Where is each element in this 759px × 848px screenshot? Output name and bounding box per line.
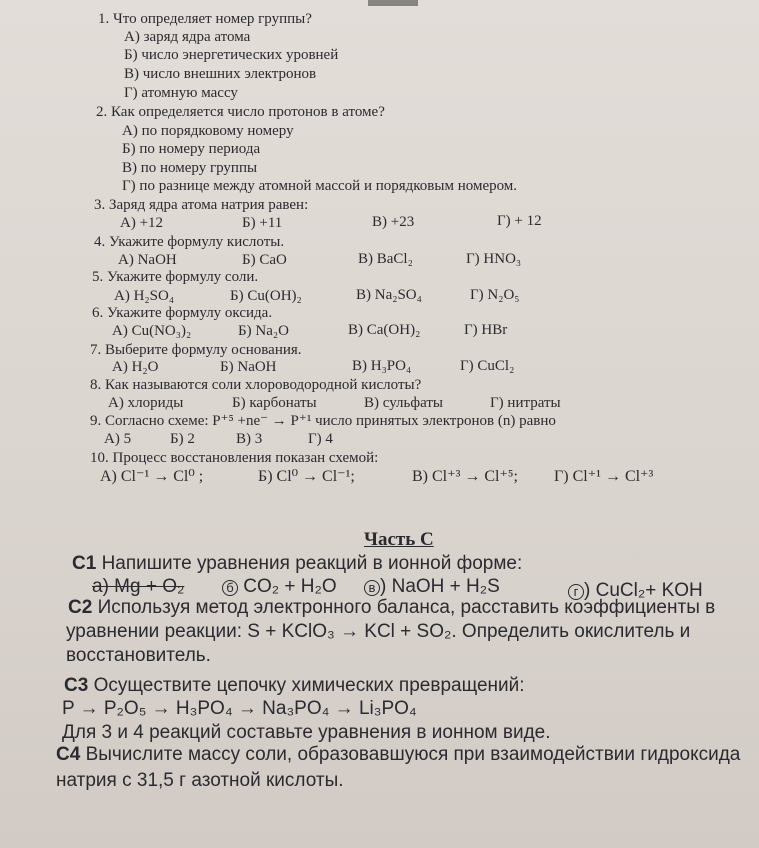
q8-option-a: А) хлориды: [108, 395, 184, 411]
question-8: 8. Как называются соли хлороводородной кислоты?: [90, 377, 422, 393]
q6-option-d: Г) HBr: [464, 322, 508, 338]
q6-option-c: В) Ca(OH)₂: [348, 322, 421, 338]
q6-option-a: А) Cu(NO₃)₂: [112, 323, 192, 339]
c4-text-1: Вычислите массу соли, образовавшуюся при взаимодействии гидроксида: [85, 744, 741, 765]
c2-line-2: уравнении реакции: S + KClO₃ → KCl + SO₂. Определить окислитель и: [66, 621, 691, 642]
c2-label: С2: [68, 597, 93, 618]
question-7: 7. Выберите формулу основания.: [90, 342, 302, 358]
c1-label: С1: [72, 553, 97, 574]
q1-option-d: Г) атомную массу: [124, 85, 238, 101]
q9-option-a: А) 5: [104, 431, 132, 447]
question-6: 6. Укажите формулу оксида.: [92, 305, 273, 321]
q2-option-d: Г) по разнице между атомной массой и порядковым номером.: [122, 178, 518, 194]
q5-option-d: Г) N₂O₅: [470, 287, 520, 303]
q10-option-b: Б) Cl⁰ → Cl⁻¹;: [258, 468, 355, 485]
q7-option-d: Г) CuCl₂: [460, 358, 515, 374]
q2-option-a: А) по порядковому номеру: [122, 123, 294, 139]
q3-option-c: В) +23: [372, 214, 415, 230]
q2-option-b: Б) по номеру периода: [122, 141, 261, 157]
part-c-title: Часть С: [364, 529, 434, 550]
q1-option-a: А) заряд ядра атома: [124, 29, 251, 45]
q8-option-d: Г) нитраты: [490, 395, 561, 411]
c1-mark-d: г: [568, 584, 584, 600]
question-1: 1. Что определяет номер группы?: [98, 11, 312, 27]
q9-option-b: Б) 2: [170, 431, 195, 447]
question-9: 9. Согласно схеме: P⁺⁵ +ne⁻ → P⁺¹ число принятых электронов (n) равно: [90, 413, 556, 429]
c3-text-1: Осуществите цепочку химических превращений:: [93, 675, 525, 696]
q3-option-b: Б) +11: [242, 215, 283, 231]
c1-reaction-c-wrap: [364, 576, 500, 598]
c1-reaction-b: CO₂ + H₂O: [243, 576, 337, 597]
c1-text: Напишите уравнения реакций в ионной форме:: [101, 553, 523, 574]
q8-option-c: В) сульфаты: [364, 395, 443, 411]
q10-option-d: Г) Cl⁺¹ → Cl⁺³: [554, 468, 654, 485]
c4-line-1: [56, 744, 740, 766]
q7-option-b: Б) NaOH: [220, 359, 277, 375]
question-5: 5. Укажите формулу соли.: [92, 269, 259, 285]
c3-label: С3: [64, 675, 89, 696]
q1-option-b: Б) число энергетических уровней: [124, 47, 339, 63]
q3-option-d: Г) + 12: [497, 213, 542, 229]
q4-option-b: Б) CaO: [242, 252, 287, 268]
c3-chain: P → P₂O₅ → H₃PO₄ → Na₃PO₄ → Li₃PO₄: [62, 698, 417, 719]
c1-reactions: [92, 576, 184, 598]
q9-option-c: В) 3: [236, 431, 263, 447]
c1-reaction-d: ) CuCl₂+ KOH: [584, 580, 703, 601]
q7-option-c: В) H₃PO₄: [352, 358, 412, 374]
q2-option-c: В) по номеру группы: [122, 160, 258, 176]
c4-line-2: натрия с 31,5 г азотной кислоты.: [56, 770, 344, 791]
c3-line-1: [64, 675, 525, 697]
c1-mark-b: б: [222, 580, 238, 596]
q4-option-c: В) BaCl₂: [358, 251, 413, 267]
c4-label: С4: [56, 744, 81, 765]
q9-option-d: Г) 4: [308, 431, 333, 447]
q10-option-c: В) Cl⁺³ → Cl⁺⁵;: [412, 468, 518, 485]
q3-option-a: А) +12: [120, 215, 164, 231]
c1-reaction-a: а) Mg + O₂: [92, 576, 185, 597]
q5-option-c: В) Na₂SO₄: [356, 287, 422, 303]
question-10: 10. Процесс восстановления показан схемой:: [90, 450, 379, 466]
c3-line-3: Для 3 и 4 реакций составьте уравнения в ионном виде.: [62, 722, 551, 743]
question-3: 3. Заряд ядра атома натрия равен:: [94, 197, 309, 213]
question-2: 2. Как определяется число протонов в атоме?: [96, 104, 385, 120]
c1-task: [72, 553, 522, 575]
c2-line-3: восстановитель.: [66, 645, 211, 666]
c2-line-1: [68, 597, 715, 619]
question-4: 4. Укажите формулу кислоты.: [94, 234, 285, 250]
q8-option-b: Б) карбонаты: [232, 395, 317, 411]
q5-option-b: Б) Cu(OH)₂: [230, 288, 302, 304]
q7-option-a: А) H₂O: [112, 359, 159, 375]
q4-option-d: Г) HNO₃: [466, 251, 522, 267]
c2-text-1: Используя метод электронного баланса, расставить коэффициенты в: [97, 597, 716, 618]
q1-option-c: В) число внешних электронов: [124, 66, 317, 82]
q4-option-a: А) NaOH: [118, 252, 177, 268]
q10-option-a: А) Cl⁻¹ → Cl⁰ ;: [100, 468, 204, 485]
q6-option-b: Б) Na₂O: [238, 323, 289, 339]
top-edge-mark: [368, 0, 418, 6]
c1-reaction-b-wrap: [222, 576, 337, 598]
c1-reaction-c: ) NaOH + H₂S: [380, 576, 500, 597]
q5-option-a: А) H₂SO₄: [114, 288, 175, 304]
c1-mark-c: в: [364, 580, 380, 596]
